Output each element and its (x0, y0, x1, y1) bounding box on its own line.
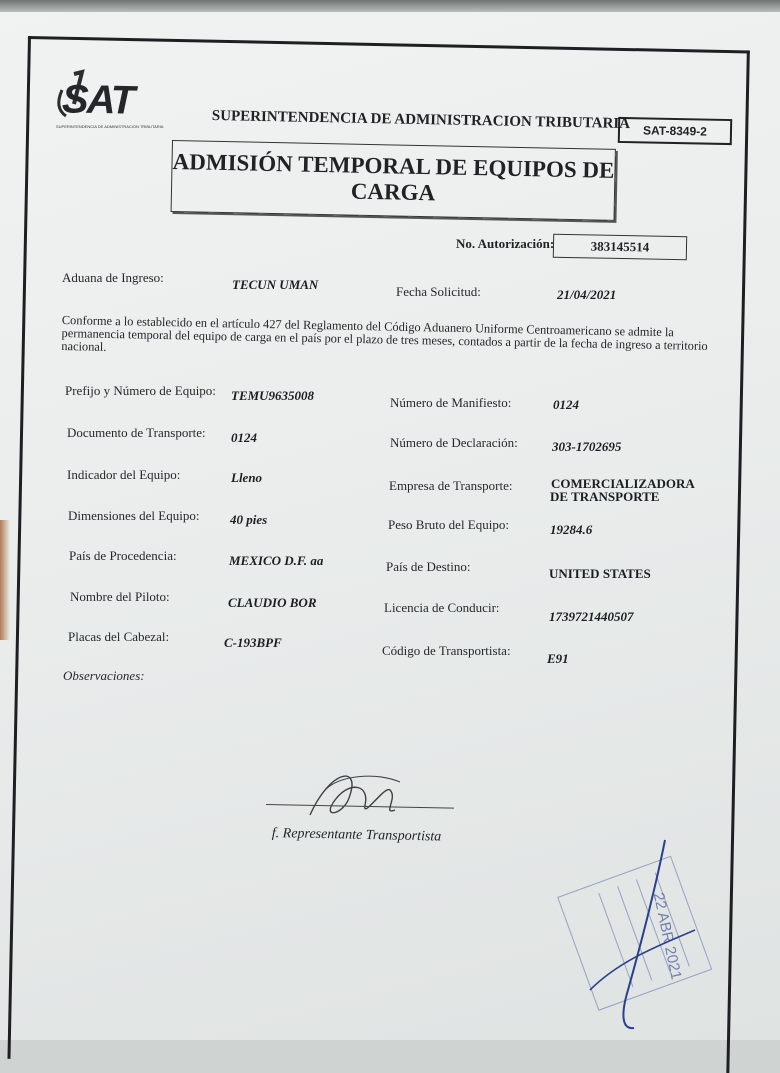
customs-stamp (530, 830, 730, 1040)
manifiesto-value: 0124 (553, 397, 579, 412)
agency-name: SUPERINTENDENCIA DE ADMINISTRACION TRIBUTARIA (211, 108, 631, 133)
destino-label: País de Destino: (386, 559, 471, 574)
licencia-value: 1739721440507 (549, 609, 634, 624)
aduana-label: Aduana de Ingreso: (62, 270, 164, 285)
empresa-value-line-2: DE TRANSPORTE (550, 489, 660, 504)
declaracion-value: 303-1702695 (552, 439, 622, 454)
stamp-date: 22 ABR 2021 (649, 891, 685, 982)
left-edge-shadow (0, 520, 10, 640)
aduana-value: TECUN UMAN (232, 277, 319, 292)
indicador-label: Indicador del Equipo: (67, 467, 181, 482)
procedencia-label: País de Procedencia: (69, 548, 177, 563)
logo-wordmark: SAT (61, 77, 134, 123)
logo-subtext: SUPERINTENDENCIA DE ADMINISTRACION TRIBUTARIA (56, 124, 164, 129)
licencia-label: Licencia de Conducir: (384, 600, 500, 615)
legal-paragraph: Conforme a lo establecido en el artículo 427 del Reglamento del Código Aduanero Uniforme Centroamericano se admite la permanencia temporal del equipo de carga en el país por el plazo de tres meses, contados a partir de la fecha de ingreso a territorio nacional. (61, 313, 708, 354)
manifiesto-label: Número de Manifiesto: (390, 395, 512, 410)
declaracion-label: Número de Declaración: (390, 435, 518, 450)
placas-value: C-193BPF (224, 635, 282, 650)
transportista-label: Código de Transportista: (382, 643, 511, 658)
empresa-value-line-1: COMERCIALIZADORA (551, 476, 695, 491)
placas-label: Placas del Cabezal: (68, 629, 170, 644)
dimensiones-value: 40 pies (230, 512, 268, 527)
documento-label: Documento de Transporte: (67, 425, 206, 440)
title-line-2: CARGA (350, 178, 436, 206)
signature-caption: f. Representante Transportista (271, 826, 442, 845)
prefijo-label: Prefijo y Número de Equipo: (65, 383, 216, 398)
documento-value: 0124 (231, 430, 257, 445)
form-code-box: SAT-8349-2 (618, 117, 732, 145)
authorization-number: 383145514 (553, 234, 687, 261)
peso-label: Peso Bruto del Equipo: (388, 517, 509, 532)
signature-scribble (290, 760, 420, 830)
dimensiones-label: Dimensiones del Equipo: (68, 508, 200, 523)
authorization-label: No. Autorización: (456, 236, 555, 251)
observaciones-label: Observaciones: (63, 668, 145, 683)
prefijo-value: TEMU9635008 (231, 388, 315, 403)
piloto-value: CLAUDIO BOR (228, 595, 317, 610)
procedencia-value: MEXICO D.F. aa (229, 553, 324, 568)
top-edge-shadow (0, 0, 780, 12)
title-line-1: ADMISIÓN TEMPORAL DE EQUIPOS DE (172, 149, 615, 183)
transportista-value: E91 (547, 651, 569, 666)
peso-value: 19284.6 (550, 522, 593, 537)
fecha-solicitud-label: Fecha Solicitud: (396, 284, 481, 299)
fecha-solicitud-value: 21/04/2021 (557, 287, 617, 302)
indicador-value: Lleno (231, 470, 263, 485)
document-title (171, 140, 616, 221)
piloto-label: Nombre del Piloto: (70, 589, 170, 604)
destino-value: UNITED STATES (549, 566, 651, 581)
empresa-label: Empresa de Transporte: (389, 478, 513, 493)
